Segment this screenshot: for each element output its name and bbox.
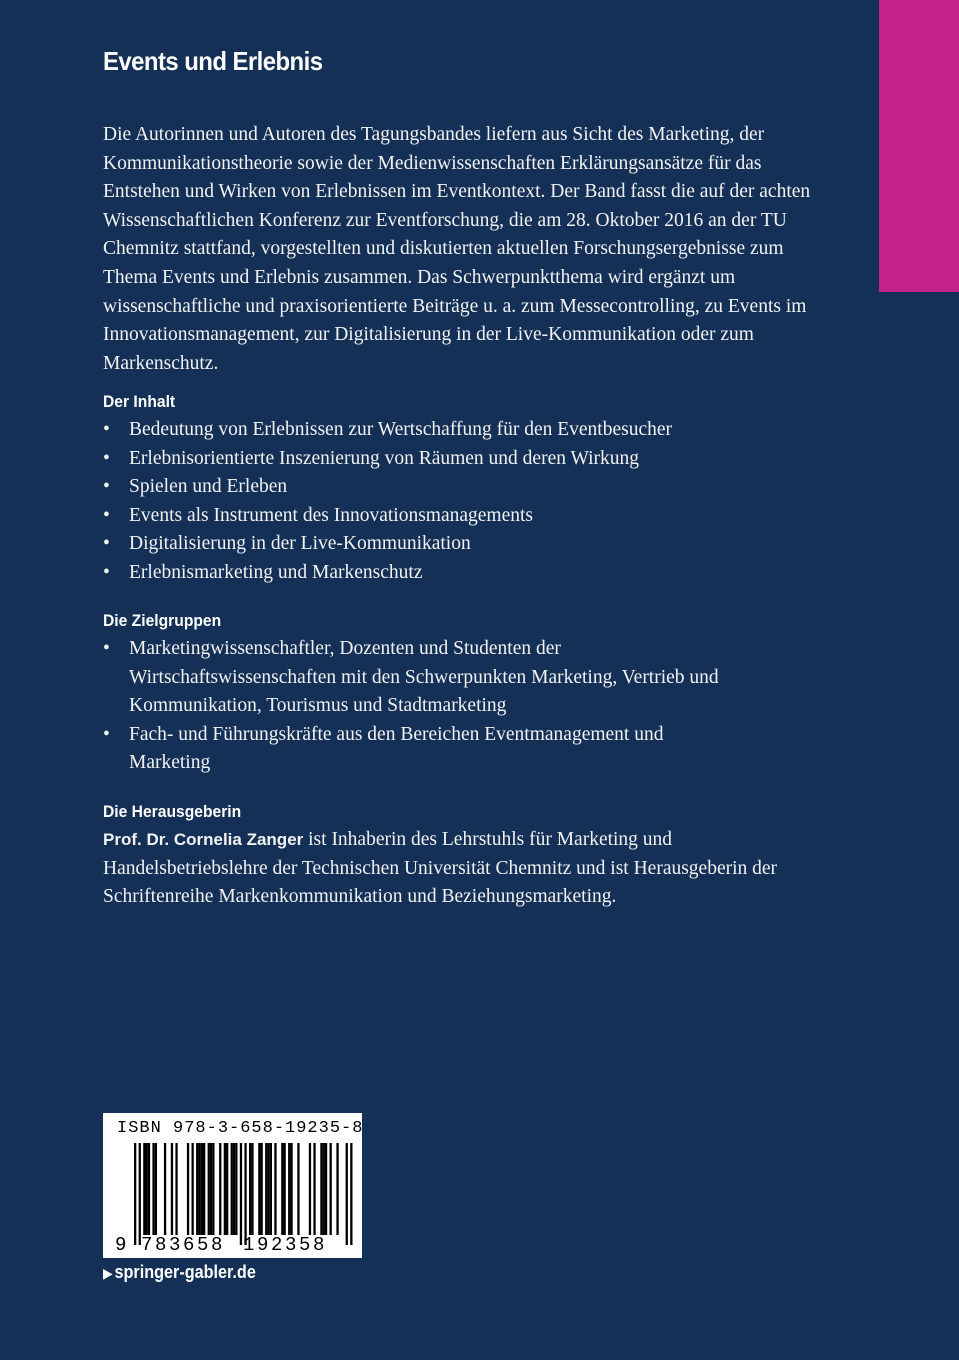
publisher-url: springer-gabler.de	[114, 1262, 256, 1282]
barcode-bar	[284, 1143, 286, 1235]
barcode-bar	[203, 1143, 205, 1235]
barcode-bar	[224, 1143, 226, 1235]
list-item: • Bedeutung von Erlebnissen zur Wertschaffung für den Eventbesucher	[103, 416, 833, 445]
publisher-link[interactable]	[103, 1262, 256, 1283]
barcode-digit-group-right: 192358	[243, 1234, 328, 1256]
barcode-digit-lead: 9	[115, 1234, 127, 1256]
barcode-bar	[270, 1143, 272, 1235]
barcode-bar	[309, 1143, 311, 1235]
barcode-bar	[201, 1143, 203, 1235]
audience-heading: Die Zielgruppen	[103, 611, 222, 630]
barcode-bar	[164, 1143, 166, 1235]
barcode-bar	[244, 1143, 246, 1245]
barcode-bar	[148, 1143, 150, 1235]
isbn-label: ISBN 978-3-658-19235-8	[117, 1119, 364, 1138]
barcode-bar	[336, 1143, 338, 1235]
barcode-bar	[212, 1143, 214, 1235]
editor-heading: Die Herausgeberin	[103, 802, 242, 821]
barcode-bar	[261, 1143, 263, 1235]
barcode-bar	[152, 1143, 154, 1235]
accent-bar	[879, 0, 959, 292]
barcode-bar	[231, 1143, 233, 1235]
contents-heading: Der Inhalt	[103, 392, 176, 411]
barcode-bar	[175, 1143, 177, 1235]
book-description: Die Autorinnen und Autoren des Tagungsbandes liefern aus Sicht des Marketing, der Kommunikationstheorie sowie der Medienwissenschaften Erklärungsansätze für das Entstehen und Wirken von Erlebnissen im Eventkontext. Der Band fasst die auf der achten Wissenschaftlichen Konferenz zur Eventforschung, die am 28. Oktober 2016 an der TU Chemnitz stattfand, vorgestellten und diskutierten aktuellen Forschungsergebnisse zum Thema Events und Erlebnis zusammen. Das Schwerpunktthema wird ergänzt um wissenschaftliche und praxisorientierte Beiträge u. a. zum Messecontrolling, zu Events im Innovationsmanagement, zur Digitalisierung in der Live-Kommunikation oder zum Markenschutz.	[103, 124, 811, 374]
barcode-bar	[187, 1143, 189, 1235]
barcode-digit-group-left: 783658	[141, 1234, 226, 1256]
barcode-bar	[208, 1143, 210, 1235]
barcode-bar	[320, 1143, 322, 1235]
barcode-bar	[249, 1143, 251, 1235]
list-item: • Spielen und Erleben	[103, 473, 833, 502]
list-item: • Fach- und Führungskräfte aus den Bereichen Eventmanagement und Marketing	[103, 721, 729, 778]
contents-section	[103, 392, 833, 588]
barcode-bar	[192, 1143, 194, 1235]
list-item: • Erlebnismarketing und Markenschutz	[103, 559, 833, 588]
barcode-bar	[258, 1143, 260, 1235]
book-title: Events und Erlebnis	[103, 46, 323, 76]
barcode-bar	[143, 1143, 145, 1235]
barcode-bar	[274, 1143, 276, 1235]
audience-list	[103, 635, 753, 778]
barcode-bar	[196, 1143, 198, 1235]
barcode-bar	[226, 1143, 228, 1235]
list-item: • Digitalisierung in der Live-Kommunikation	[103, 530, 833, 559]
barcode-bar	[297, 1143, 299, 1235]
barcode-bar	[251, 1143, 253, 1235]
list-item: • Events als Instrument des Innovationsmanagements	[103, 502, 833, 531]
barcode-bar	[330, 1143, 332, 1235]
isbn-barcode	[103, 1113, 362, 1258]
barcode-bar	[171, 1143, 173, 1235]
barcode-bar	[139, 1143, 141, 1245]
barcode-bar	[323, 1143, 325, 1235]
list-item: • Erlebnisorientierte Inszenierung von Räumen und deren Wirkung	[103, 445, 833, 474]
barcode-bar	[219, 1143, 221, 1235]
barcode-bar	[288, 1143, 290, 1235]
barcode-bar	[290, 1143, 292, 1235]
editor-bio-text: ist Inhaberin des Lehrstuhls für Marketing und Handelsbetriebslehre der Technischen Universität Chemnitz und ist Herausgeberin der Schriftenreihe Markenkommunikation und Beziehungsmarketing.	[103, 829, 778, 908]
barcode-bar	[198, 1143, 200, 1235]
barcode-bar	[146, 1143, 148, 1235]
barcode-bar	[265, 1143, 267, 1235]
contents-list	[103, 416, 833, 588]
barcode-bar	[313, 1143, 315, 1235]
barcode-bar	[325, 1143, 327, 1235]
arrow-right-icon: ▶	[103, 1265, 113, 1281]
editor-bio	[103, 826, 833, 912]
barcode-bar	[281, 1143, 283, 1235]
barcode-bar	[350, 1143, 352, 1245]
barcode-bar	[155, 1143, 157, 1235]
barcode-bar	[233, 1143, 235, 1235]
editor-section	[103, 802, 833, 912]
editor-name: Prof. Dr. Cornelia Zanger	[103, 830, 304, 849]
barcode-bar	[240, 1143, 242, 1245]
barcode-bar	[346, 1143, 348, 1245]
list-item: • Marketingwissenschaftler, Dozenten und Studenten der Wirtschaftswissenschaften mit den Schwerpunkten Marketing, Vertrieb und Kommunikation, Tourismus und Stadtmarketing	[103, 635, 753, 721]
audience-section	[103, 611, 753, 778]
barcode-bar	[267, 1143, 269, 1235]
back-cover-text	[103, 46, 823, 378]
barcode-bar	[210, 1143, 212, 1235]
barcode-bar	[134, 1143, 136, 1245]
barcode-digits	[103, 1234, 362, 1258]
barcode-bar	[235, 1143, 237, 1235]
